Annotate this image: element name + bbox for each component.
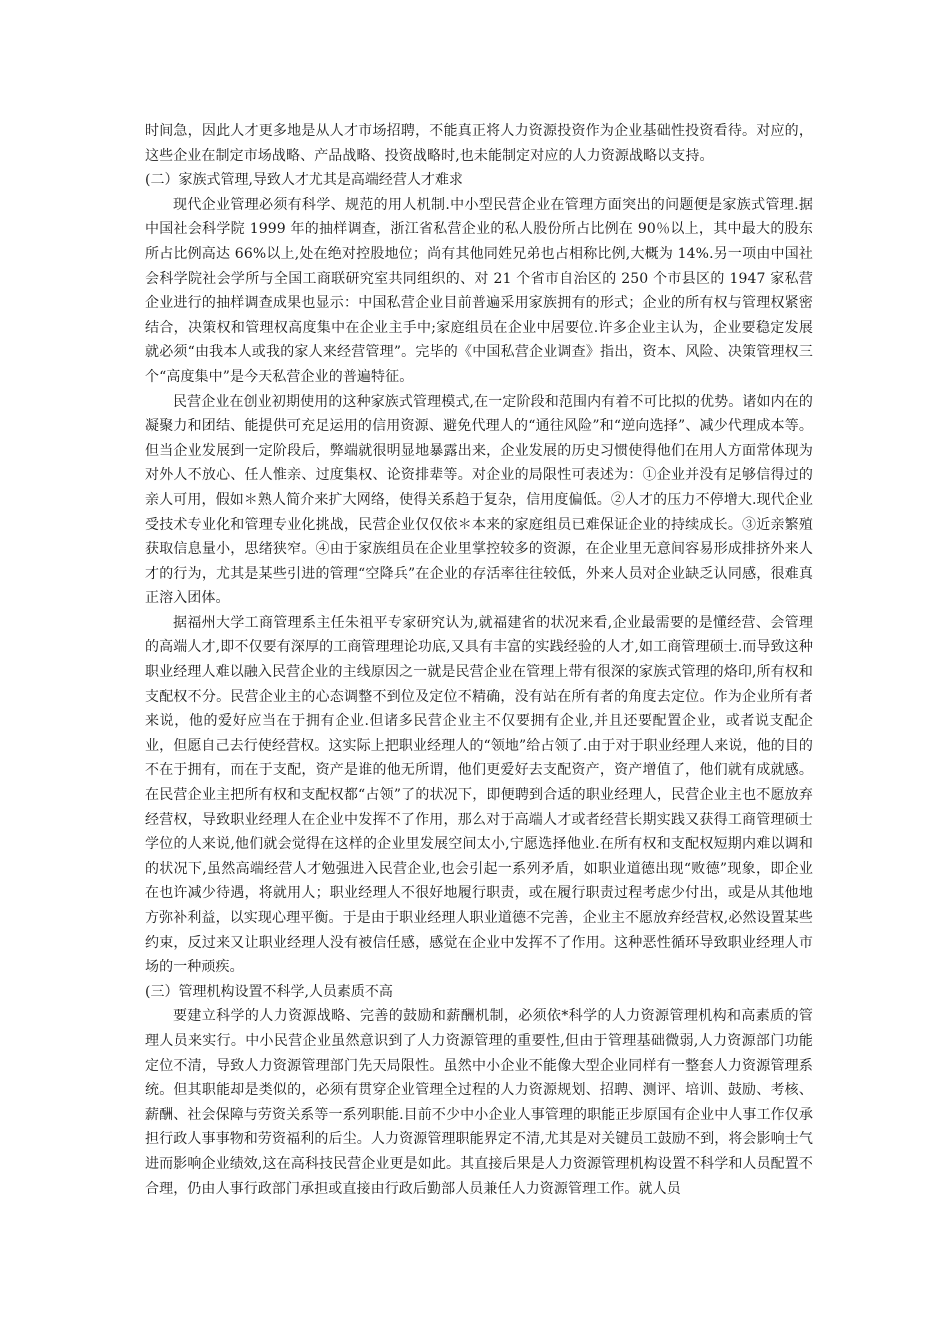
paragraph-family-management: 现代企业管理必须有科学、规范的用人机制.中小型民营企业在管理方面突出的问题便是家族式管理.据中国社会科学院 1999 年的抽样调查，浙江省私营企业的私人股份所占比例在 90％以上，其中最大的股东所占比例高达 66%以上,处在绝对控股地位；尚有其他同姓兄弟也占相称比例,大概为 14%.另一项由中国社会科学院社会学所与全国工商联研究室共同组织的、对 21 个省市自治区的 250 个市县区的 1947 家私营企业进行的抽样调查成果也显示：中国私营企业目前普遍采用家族拥有的形式；企业的所有权与管理权紧密结合，决策权和管理权高度集中在企业主手中;家庭组员在企业中居要位.许多企业主认为，企业要稳定发展就必须“由我本人或我的家人来经营管理”。完毕的《中国私营企业调查》指出，资本、风险、决策管理权三个“高度集中”是今天私营企业的普遍特征。 <box>145 196 813 385</box>
paragraph-professional-managers: 据福州大学工商管理系主任朱祖平专家研究认为,就福建省的状况来看,企业最需要的是懂经营、会管理的高端人才,即不仅要有深厚的工商管理理论功底,又具有丰富的实践经验的人才,如工商管理硕士.而导致这种职业经理人难以融入民营企业的主线原因之一就是民营企业在管理上带有很深的家族式管理的烙印,所有权和支配权不分。民营企业主的心态调整不到位及定位不精确，没有站在所有者的角度去定位。作为企业所有者来说，他的爱好应当在于拥有企业.但诸多民营企业主不仅要拥有企业,并且还要配置企业，或者说支配企业，但愿自己去行使经营权。这实际上把职业经理人的“领地”给占领了.由于对于职业经理人来说，他的目的不在于拥有，而在于支配，资产是谁的他无所谓，他们更爱好去支配资产，资产增值了，他们就有成就感。在民营企业主把所有权和支配权都“占领”了的状况下，即便聘到合适的职业经理人，民营企业主也不愿放弃经营权，导致职业经理人在企业中发挥不了作用，那么对于高端人才或者经营长期实践又获得工商管理硕士学位的人来说,他们就会觉得在这样的企业里发展空间太小,宁愿选择他业.在所有权和支配权短期内难以调和的状况下,虽然高端经营人才勉强进入民营企业,也会引起一系列矛盾，如职业道德出现“败德”现象，即企业在也许减少待遇，将就用人；职业经理人不很好地履行职责，或在履行职责过程考虑少付出，或是从其他地方弥补利益，以实现心理平衡。于是由于职业经理人职业道德不完善，企业主不愿放弃经营权,必然设置某些约束，反过来又让职业经理人没有被信任感，感觉在企业中发挥不了作用。这种恶性循环导致职业经理人市场的一种顽疾。 <box>145 614 813 976</box>
document-page <box>145 119 813 1201</box>
paragraph-family-mode-limits: 民营企业在创业初期使用的这种家族式管理模式,在一定阶段和范围内有着不可比拟的优势。诸如内在的凝聚力和团结、能提供可充足运用的信用资源、避免代理人的“通往风险”和“逆向选择”、减少代理成本等。但当企业发展到一定阶段后，弊端就很明显地暴露出来，企业发展的历史习惯使得他们在用人方面常体现为对外人不放心、任人惟亲、过度集权、论资排辈等。对企业的局限性可表述为：①企业并没有足够信得过的亲人可用，假如＊熟人简介来扩大网络，使得关系趋于复杂，信用度偏低。②人才的压力不停增大.现代企业受技术专业化和管理专业化挑战，民营企业仅仅依＊本来的家庭组员已难保证企业的持续成长。③近亲繁殖获取信息量小，思绪狭窄。④由于家族组员在企业里掌控较多的资源，在企业里无意间容易形成排挤外来人才的行为，尤其是某些引进的管理“空降兵”在企业的存活率往往较低，外来人员对企业缺乏认同感，很难真正溶入团体。 <box>145 393 813 607</box>
section-heading-2: (二）家族式管理,导致人才尤其是高端经营人才难求 <box>145 172 463 189</box>
paragraph-continued: 时间急，因此人才更多地是从人才市场招聘，不能真正将人力资源投资作为企业基础性投资看待。对应的，这些企业在制定市场战略、产品战略、投资战略时,也未能制定对应的人力资源战略以支持。 <box>145 123 813 164</box>
section-heading-3: (三）管理机构设置不科学,人员素质不高 <box>145 983 393 1000</box>
paragraph-hr-organization: 要建立科学的人力资源战略、完善的鼓励和薪酬机制，必须依*科学的人力资源管理机构和高素质的管理人员来实行。中小民营企业虽然意识到了人力资源管理的重要性,但由于管理基础微弱,人力资源部门功能定位不清，导致人力资源管理部门先天局限性。虽然中小企业不能像大型企业同样有一整套人力资源管理系统。但其职能却是类似的，必须有贯穿企业管理全过程的人力资源规划、招聘、测评、培训、鼓励、考核、薪酬、社会保障与劳资关系等一系列职能.目前不少中小企业人事管理的职能正步原国有企业中人事工作仅承担行政人事事物和劳资福利的后尘。人力资源管理职能界定不清,尤其是对关键员工鼓励不到，将会影响士气进而影响企业绩效,这在高科技民营企业更是如此。其直接后果是人力资源管理机构设置不科学和人员配置不合理，仍由人事行政部门承担或直接由行政后勤部人员兼任人力资源管理工作。就人员 <box>145 1008 813 1197</box>
